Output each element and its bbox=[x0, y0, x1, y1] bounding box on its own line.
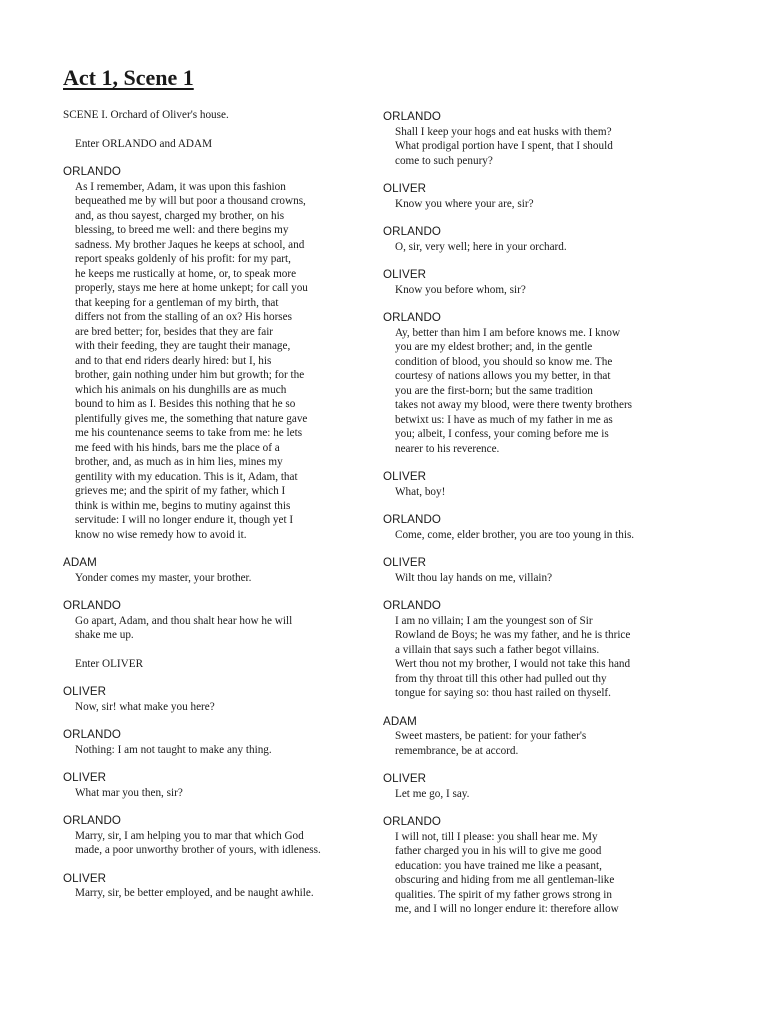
dialogue-line: tongue for saying so: thou hast railed on thyself. bbox=[395, 687, 611, 699]
stage-direction: Enter ORLANDO and ADAM bbox=[75, 137, 213, 150]
speech-block bbox=[383, 715, 673, 759]
dialogue-line: Come, come, elder brother, you are too young in this. bbox=[395, 528, 635, 541]
speaker-name: ADAM bbox=[63, 556, 97, 569]
right-column bbox=[383, 110, 673, 931]
dialogue-line: Wert thou not my brother, I would not take this hand bbox=[395, 658, 631, 670]
dialogue-line: O, sir, very well; here in your orchard. bbox=[395, 240, 567, 253]
dialogue-line: grieves me; and the spirit of my father, which I bbox=[75, 485, 286, 497]
dialogue-line: courtesy of nations allows you my better, in that bbox=[395, 370, 611, 382]
dialogue-line: As I remember, Adam, it was upon this fashion bbox=[75, 180, 286, 193]
dialogue-line: gentility with my education. This is it, Adam, that bbox=[75, 470, 298, 483]
dialogue-line: report speaks goldenly of his profit: for my part, bbox=[75, 253, 291, 265]
speech-block bbox=[63, 814, 353, 858]
speaker-name: ORLANDO bbox=[63, 814, 122, 827]
dialogue-line: and, as thou sayest, charged my brother, on his bbox=[75, 209, 285, 222]
speech-block bbox=[383, 268, 673, 297]
speech-block bbox=[63, 872, 353, 901]
speaker-name: ORLANDO bbox=[383, 311, 442, 324]
speech-block bbox=[63, 771, 353, 800]
dialogue-line: plentifully gives me, the something that nature gave bbox=[75, 412, 308, 425]
dialogue-line: think is within me, begins to mutiny against this bbox=[75, 499, 291, 512]
dialogue-line: Yonder comes my master, your brother. bbox=[75, 571, 252, 584]
dialogue-line: Rowland de Boys; he was my father, and he is thrice bbox=[395, 629, 631, 641]
dialogue-line: Wilt thou lay hands on me, villain? bbox=[395, 571, 553, 584]
dialogue-line: Shall I keep your hogs and eat husks with them? bbox=[395, 125, 612, 138]
speaker-name: ORLANDO bbox=[383, 815, 442, 828]
stage-direction: Enter OLIVER bbox=[75, 657, 144, 670]
speaker-name: ORLANDO bbox=[383, 513, 442, 526]
dialogue-line: properly, stays me here at home unkept; for call you bbox=[75, 282, 308, 294]
speech-block bbox=[383, 225, 673, 254]
dialogue-line: nearer to his reverence. bbox=[395, 442, 500, 455]
speech-block bbox=[383, 110, 673, 168]
speech-block bbox=[63, 165, 353, 542]
dialogue-line: Know you before whom, sir? bbox=[395, 283, 526, 296]
dialogue-line: father charged you in his will to give me good bbox=[395, 845, 602, 857]
dialogue-line: remembrance, be at accord. bbox=[395, 744, 519, 757]
dialogue-line: know no wise remedy how to avoid it. bbox=[75, 528, 247, 541]
speaker-name: OLIVER bbox=[63, 685, 107, 698]
speech-block bbox=[383, 599, 673, 701]
dialogue-line: you are the first-born; but the same tradition bbox=[395, 384, 593, 397]
dialogue-line: you; albeit, I confess, your coming before me is bbox=[395, 428, 609, 440]
page-title: Act 1, Scene 1 bbox=[63, 65, 194, 90]
speech-block bbox=[383, 772, 673, 801]
dialogue-line: shake me up. bbox=[75, 629, 134, 641]
dialogue-line: are bred better; for, besides that they are fair bbox=[75, 325, 274, 338]
dialogue-line: from thy throat till this other had pulled out thy bbox=[395, 672, 607, 685]
speech-block bbox=[63, 599, 353, 643]
dialogue-line: Marry, sir, I am helping you to mar that which God bbox=[75, 829, 304, 842]
dialogue-line: me his countenance seems to take from me: he lets bbox=[75, 427, 303, 439]
dialogue-line: me feed with his hinds, bars me the place of a bbox=[75, 441, 280, 454]
speaker-name: ORLANDO bbox=[63, 599, 122, 612]
dialogue-line: servitude: I will no longer endure it, though yet I bbox=[75, 514, 294, 526]
speaker-name: OLIVER bbox=[383, 268, 427, 281]
speech-block bbox=[383, 556, 673, 585]
scene-heading: SCENE I. Orchard of Oliver's house. bbox=[63, 109, 229, 121]
speaker-name: ADAM bbox=[383, 714, 417, 728]
dialogue-line: Let me go, I say. bbox=[395, 787, 470, 800]
speech-block bbox=[63, 685, 353, 714]
speaker-name: OLIVER bbox=[63, 771, 107, 784]
dialogue-line: Now, sir! what make you here? bbox=[75, 700, 215, 713]
dialogue-line: I will not, till I please: you shall hear me. My bbox=[395, 830, 598, 843]
dialogue-line: Sweet masters, be patient: for your father's bbox=[395, 730, 587, 742]
dialogue-line: me, and I will no longer endure it: therefore allow bbox=[395, 903, 619, 915]
dialogue-line: come to such penury? bbox=[395, 154, 493, 167]
dialogue-line: bequeathed me by will but poor a thousand crowns, bbox=[75, 195, 306, 207]
dialogue-line: Marry, sir, be better employed, and be naught awhile. bbox=[75, 887, 314, 899]
speaker-name: ORLANDO bbox=[63, 165, 122, 178]
dialogue-line: education: you have trained me like a peasant, bbox=[395, 859, 602, 872]
dialogue-line: sadness. My brother Jaques he keeps at school, and bbox=[75, 238, 305, 251]
speaker-name: OLIVER bbox=[383, 182, 427, 195]
dialogue-line: which his animals on his dunghills are as much bbox=[75, 383, 287, 396]
left-column bbox=[63, 108, 353, 915]
speaker-name: ORLANDO bbox=[63, 728, 122, 741]
dialogue-line: Know you where your are, sir? bbox=[395, 197, 534, 210]
speaker-name: ORLANDO bbox=[383, 599, 442, 612]
dialogue-line: What prodigal portion have I spent, that I should bbox=[395, 140, 613, 152]
dialogue-line: that keeping for a gentleman of my birth, that bbox=[75, 296, 279, 309]
speech-block bbox=[383, 311, 673, 456]
speech-block bbox=[383, 513, 673, 542]
dialogue-line: What mar you then, sir? bbox=[75, 786, 183, 799]
dialogue-line: you are my eldest brother; and, in the gentle bbox=[395, 341, 593, 353]
speaker-name: ORLANDO bbox=[383, 225, 442, 238]
dialogue-line: Nothing: I am not taught to make any thing. bbox=[75, 743, 272, 756]
dialogue-line: and to that end riders dearly hired: but I, his bbox=[75, 354, 272, 367]
dialogue-line: I am no villain; I am the youngest son of Sir bbox=[395, 614, 593, 627]
speech-block bbox=[63, 556, 353, 585]
dialogue-line: qualities. The spirit of my father grows strong in bbox=[395, 888, 612, 901]
dialogue-line: a villain that says such a father begot villains. bbox=[395, 643, 600, 656]
dialogue-line: takes not away my blood, were there twenty brothers bbox=[395, 399, 633, 411]
speaker-name: OLIVER bbox=[383, 470, 427, 483]
dialogue-line: with their feeding, they are taught their manage, bbox=[75, 340, 291, 352]
speaker-name: ORLANDO bbox=[383, 110, 442, 123]
speech-block bbox=[383, 182, 673, 211]
dialogue-line: made, a poor unworthy brother of yours, with idleness. bbox=[75, 844, 321, 856]
dialogue-line: Ay, better than him I am before knows me. I know bbox=[395, 326, 621, 339]
dialogue-line: obscuring and hiding from me all gentleman-like bbox=[395, 874, 615, 886]
dialogue-line: brother, gain nothing under him but growth; for the bbox=[75, 369, 305, 381]
speech-block bbox=[383, 470, 673, 499]
dialogue-line: condition of blood, you should so know me. The bbox=[395, 355, 613, 368]
speaker-name: OLIVER bbox=[63, 871, 107, 885]
speech-block bbox=[63, 728, 353, 757]
speaker-name: OLIVER bbox=[383, 556, 427, 569]
dialogue-line: he keeps me rustically at home, or, to speak more bbox=[75, 267, 297, 280]
speaker-name: OLIVER bbox=[383, 772, 427, 785]
dialogue-line: brother, and, as much as in him lies, mines my bbox=[75, 456, 283, 468]
dialogue-line: Go apart, Adam, and thou shalt hear how he will bbox=[75, 614, 293, 627]
dialogue-line: differs not from the stalling of an ox? His horses bbox=[75, 311, 292, 323]
dialogue-line: betwixt us: I have as much of my father in me as bbox=[395, 413, 613, 426]
dialogue-line: What, boy! bbox=[395, 485, 446, 498]
dialogue-line: bound to him as I. Besides this nothing that he so bbox=[75, 398, 296, 410]
speech-block bbox=[383, 815, 673, 917]
dialogue-line: blessing, to breed me well: and there begins my bbox=[75, 224, 289, 236]
